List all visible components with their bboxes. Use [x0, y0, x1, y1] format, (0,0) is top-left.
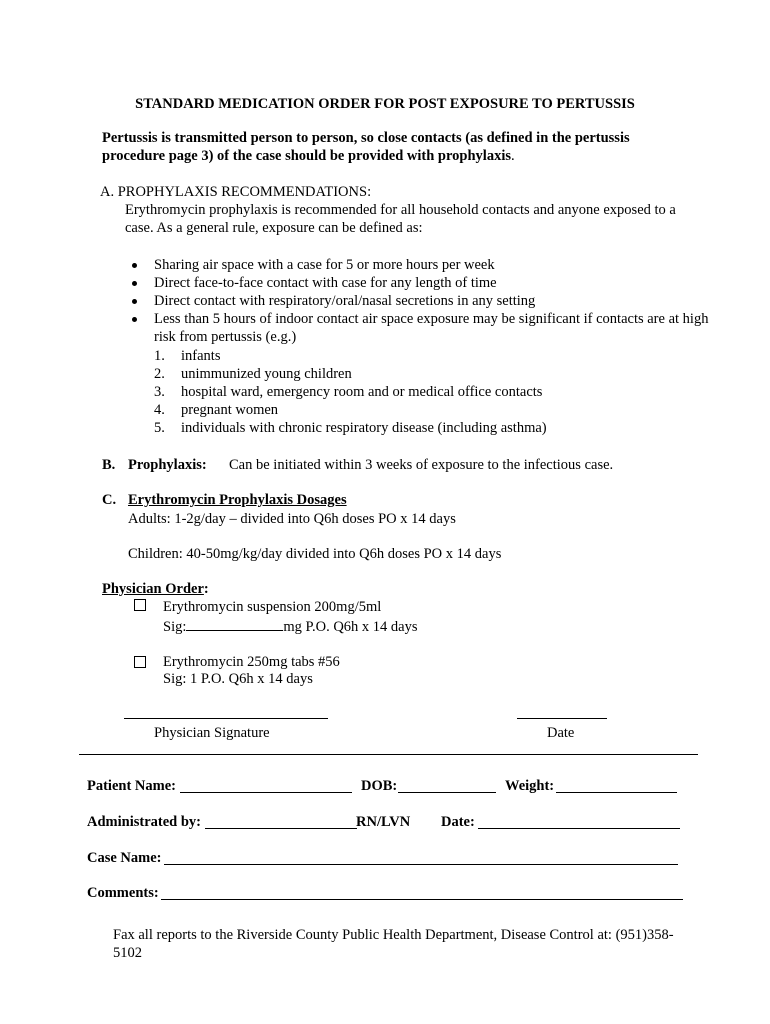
sig-dose-blank[interactable] [186, 617, 283, 631]
administered-by-field[interactable] [205, 828, 357, 829]
list-item: 2. unimmunized young children [154, 366, 352, 382]
section-divider [79, 754, 698, 755]
case-name-field[interactable] [164, 864, 678, 865]
signature-date-label: Date [547, 725, 575, 741]
section-a-line-1: Erythromycin prophylaxis is recommended for all household contacts and anyone exposed to a [125, 202, 676, 218]
bullet-item: Direct face-to-face contact with case for any length of time [130, 274, 710, 292]
intro-line-1: Pertussis is transmitted person to person, so close contacts (as defined in the pertussis [102, 130, 630, 146]
list-item: 4. pregnant women [154, 402, 279, 418]
fax-line-2: 5102 [113, 945, 142, 961]
weight-label: Weight: [505, 778, 555, 794]
administered-by-label: Administrated by: [87, 814, 201, 830]
physician-signature-label: Physician Signature [154, 725, 270, 741]
administered-date-label: Date: [441, 814, 475, 830]
children-dosage: Children: 40-50mg/kg/day divided into Q6h doses PO x 14 days [128, 546, 502, 562]
bullet-icon [132, 281, 137, 286]
list-item: 1. infants [154, 348, 221, 364]
intro-line-2: procedure page 3) of the case should be provided with prophylaxis. [102, 148, 515, 164]
administered-date-field[interactable] [478, 828, 680, 829]
option-2-sig: Sig: 1 P.O. Q6h x 14 days [163, 671, 313, 687]
option-1-name: Erythromycin suspension 200mg/5ml [163, 599, 382, 615]
list-item: 5. individuals with chronic respiratory disease (including asthma) [154, 420, 547, 436]
erythromycin-suspension-checkbox[interactable] [134, 599, 146, 611]
adults-dosage: Adults: 1-2g/day – divided into Q6h doses PO x 14 days [128, 511, 456, 527]
option-1-sig: Sig: mg P.O. Q6h x 14 days [163, 619, 418, 635]
comments-field[interactable] [161, 899, 683, 900]
high-risk-list [154, 347, 547, 437]
dob-field[interactable] [398, 792, 496, 793]
case-name-label: Case Name: [87, 850, 162, 866]
rn-lvn-label: RN/LVN [356, 814, 411, 830]
document-title: STANDARD MEDICATION ORDER FOR POST EXPOSURE TO PERTUSSIS [135, 96, 635, 112]
erythromycin-tabs-checkbox[interactable] [134, 656, 146, 668]
patient-name-label: Patient Name: [87, 778, 176, 794]
section-c-heading: Erythromycin Prophylaxis Dosages [128, 492, 347, 508]
bullet-item: Less than 5 hours of indoor contact air space exposure may be significant if contacts are at high risk from pertussis (e.g.) [130, 310, 710, 346]
section-b-text: Can be initiated within 3 weeks of exposure to the infectious case. [229, 457, 614, 473]
section-a-heading: A. PROPHYLAXIS RECOMMENDATIONS: [100, 184, 372, 200]
bullet-icon [132, 263, 137, 268]
bullet-item: Direct contact with respiratory/oral/nasal secretions in any setting [130, 292, 710, 310]
bullet-icon [132, 317, 137, 322]
list-item: 3. hospital ward, emergency room and or medical office contacts [154, 384, 543, 400]
bullet-icon [132, 299, 137, 304]
section-b-letter: B. [102, 457, 116, 473]
section-a-line-2: case. As a general rule, exposure can be defined as: [125, 220, 423, 236]
weight-field[interactable] [556, 792, 677, 793]
dob-label: DOB: [361, 778, 398, 794]
physician-signature-line[interactable] [124, 718, 328, 719]
bullet-item: Sharing air space with a case for 5 or more hours per week [130, 256, 710, 274]
comments-label: Comments: [87, 885, 159, 901]
section-c-letter: C. [102, 492, 117, 508]
signature-date-line[interactable] [517, 718, 607, 719]
patient-name-field[interactable] [180, 792, 352, 793]
option-2-name: Erythromycin 250mg tabs #56 [163, 654, 340, 670]
physician-order-heading: Physician Order: [102, 581, 209, 597]
exposure-bullet-list [130, 256, 710, 346]
fax-line-1: Fax all reports to the Riverside County Public Health Department, Disease Control at: (951)358- [113, 927, 674, 943]
section-b-label: Prophylaxis: [128, 457, 207, 473]
